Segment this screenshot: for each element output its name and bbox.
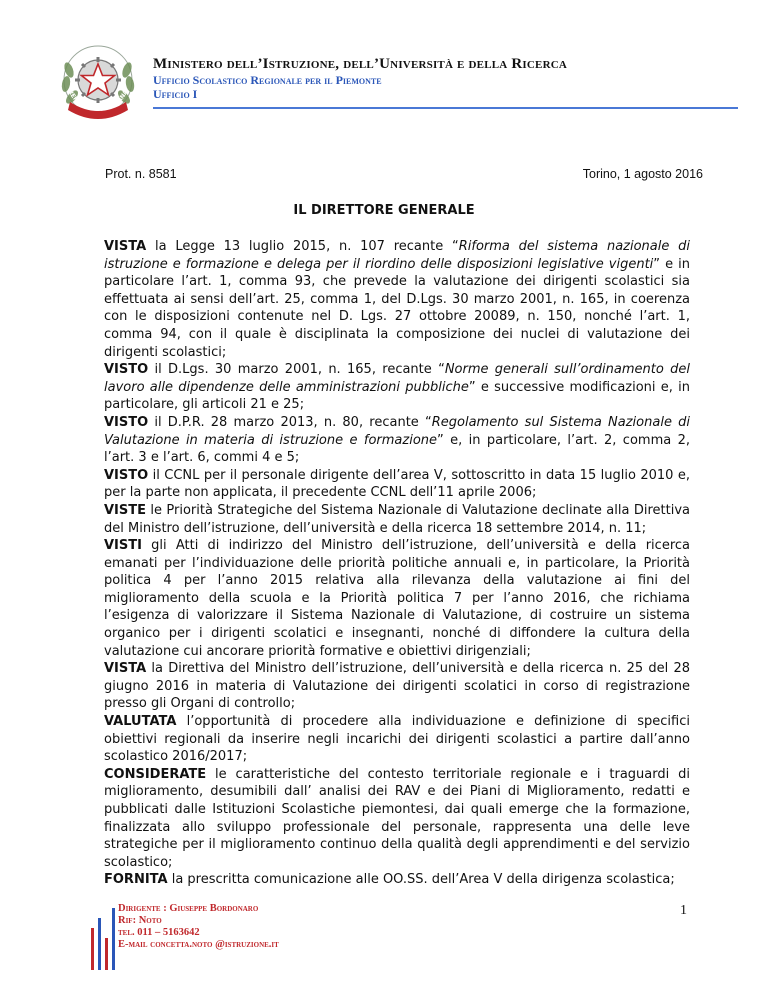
footer-logo-bars xyxy=(87,908,117,970)
paragraph-text: le Priorità Strategiche del Sistema Nazionale di Valutazione declinate alla Direttiva del Ministro dell’istruzione, dell’università e della ricerca 18 settembre 2014, n. 11; xyxy=(104,502,690,536)
footer-dirigente: Dirigente : Giuseppe Bordonaro xyxy=(118,903,259,914)
cited-title: Norme generali sull’ordinamento del lavoro alle dipendenze delle amministrazioni pubbliche xyxy=(104,362,690,395)
office-unit: Ufficio I xyxy=(153,87,198,101)
paragraph-text: l’opportunità di procedere alla individuazione e definizione di specifici obiettivi regionali da inserire negli incarichi dei dirigenti scolastici a partire dall’anno scolastico 2016/2017; xyxy=(104,714,690,765)
repubblica-italiana-emblem xyxy=(56,40,140,124)
cited-title: Regolamento sul Sistema Nazionale di Valutazione in materia di istruzione e formazione xyxy=(104,414,690,448)
body-paragraph xyxy=(104,502,690,537)
paragraph-keyword: VISTA xyxy=(104,661,147,677)
paragraph-text: il D.P.R. 28 marzo 2013, n. 80, recante “ xyxy=(148,414,432,430)
page-number: 1 xyxy=(680,903,687,918)
protocol-number: Prot. n. 8581 xyxy=(105,167,177,181)
body-paragraph xyxy=(104,713,690,766)
body-paragraph xyxy=(104,766,690,872)
footer-rif: Rif: Noto xyxy=(118,915,162,926)
paragraph-text: gli Atti di indirizzo del Ministro dell’istruzione, dell’università e della ricerca emanati per l’individuazione delle priorità politiche annuali e, in particolare, la Priorità politica 4 per l’anno 2015 relativa alla rilevanza della valutazione ai fini del miglioramento della scuola e la Priorità politica 7 per l’anno 2016, che richiama l’esigenza di valorizzare il Sistema Nazionale di Valutazione, di costruire un sistema organico per i dirigenti scolatici e insegnanti, nonché di diffondere la cultura della valutazione cui ancorare priorità formative e obiettivi dirigenziali; xyxy=(104,538,690,659)
paragraph-text: la Legge 13 luglio 2015, n. 107 recante “ xyxy=(146,239,459,254)
document-title: IL DIRETTORE GENERALE xyxy=(293,203,475,218)
paragraph-text: la prescritta comunicazione alle OO.SS. dell’Area V della dirigenza scolastica; xyxy=(167,872,675,888)
paragraph-keyword: FORNITA xyxy=(104,872,168,888)
emblem-ribbon-text: REPUBBLICA ITALIANA xyxy=(66,88,130,113)
body-paragraph xyxy=(104,361,690,414)
letterhead xyxy=(153,56,738,109)
body-paragraph xyxy=(104,238,690,361)
document-body xyxy=(104,238,690,889)
paragraph-keyword: VISTO xyxy=(104,414,149,430)
paragraph-keyword: VISTA xyxy=(104,239,147,254)
ministry-name: Ministero dell’Istruzione, dell’Università e della Ricerca xyxy=(153,56,568,72)
body-paragraph xyxy=(104,414,690,467)
body-paragraph xyxy=(104,467,690,502)
footer-tel: tel. 011 – 5163642 xyxy=(118,927,200,938)
paragraph-text: ” e in particolare l’art. 1, comma 93, che prevede la valutazione dei dirigenti scolastici sia effettuata ai sensi dell’art. 25, comma 1, del D.Lgs. 30 marzo 2001, n. 165, in coerenza con le disposizioni contenute nel D. Lgs. 27 ottobre 20089, n. 150, nonché l’art. 1, comma 94, con il quale è disciplinata la composizione dei nuclei di valutazione dei dirigenti scolastici; xyxy=(104,256,690,360)
paragraph-keyword: VALUTATA xyxy=(104,714,177,730)
body-paragraph xyxy=(104,871,690,889)
body-paragraph xyxy=(104,660,690,713)
regional-office: Ufficio Scolastico Regionale per il Piemonte xyxy=(153,73,382,87)
paragraph-text: ” e successive modificazioni e, in particolare, gli articoli 21 e 25; xyxy=(104,379,690,413)
footer-email: E-mail concetta.noto @istruzione.it xyxy=(118,939,279,950)
paragraph-keyword: CONSIDERATE xyxy=(104,766,207,782)
place-date: Torino, 1 agosto 2016 xyxy=(582,167,703,181)
cited-title: Riforma del sistema nazionale di istruzione e formazione e delega per il riordino delle disposizioni legislative vigenti xyxy=(104,239,691,272)
header-divider xyxy=(153,107,738,109)
paragraph-keyword: VISTO xyxy=(104,362,149,378)
paragraph-text: il D.Lgs. 30 marzo 2001, n. 165, recante “ xyxy=(148,362,445,378)
footer-contacts xyxy=(118,903,279,951)
paragraph-keyword: VISTO xyxy=(104,467,149,483)
body-paragraph xyxy=(104,537,690,660)
paragraph-text: ” e, in particolare, l’art. 2, comma 2, l’art. 3 e l’art. 6, commi 4 e 5; xyxy=(104,432,690,466)
paragraph-keyword: VISTE xyxy=(104,502,147,518)
paragraph-text: il CCNL per il personale dirigente dell’area V, sottoscritto in data 15 luglio 2010 e, per la parte non applicata, il precedente CCNL dell’11 aprile 2006; xyxy=(104,467,690,501)
paragraph-text: la Direttiva del Ministro dell’istruzione, dell’università e della ricerca n. 25 del 28 giugno 2016 in materia di Valutazione dei dirigenti scolatici in corso di registrazione presso gli Organi di controllo; xyxy=(104,661,690,712)
paragraph-text: le caratteristiche del contesto territoriale regionale e i traguardi di miglioramento, desumibili dall’ analisi dei RAV e dei Piani di Miglioramento, redatti e pubblicati dalle Istituzioni Scolastiche piemontesi, dai quali emerge che la formazione, finalizzata allo sviluppo professionale del personale, rappresenta una delle leve strategiche per il miglioramento continuo della qualità degli apprendimenti e del servizio scolastico; xyxy=(104,766,690,870)
paragraph-keyword: VISTI xyxy=(104,538,142,554)
